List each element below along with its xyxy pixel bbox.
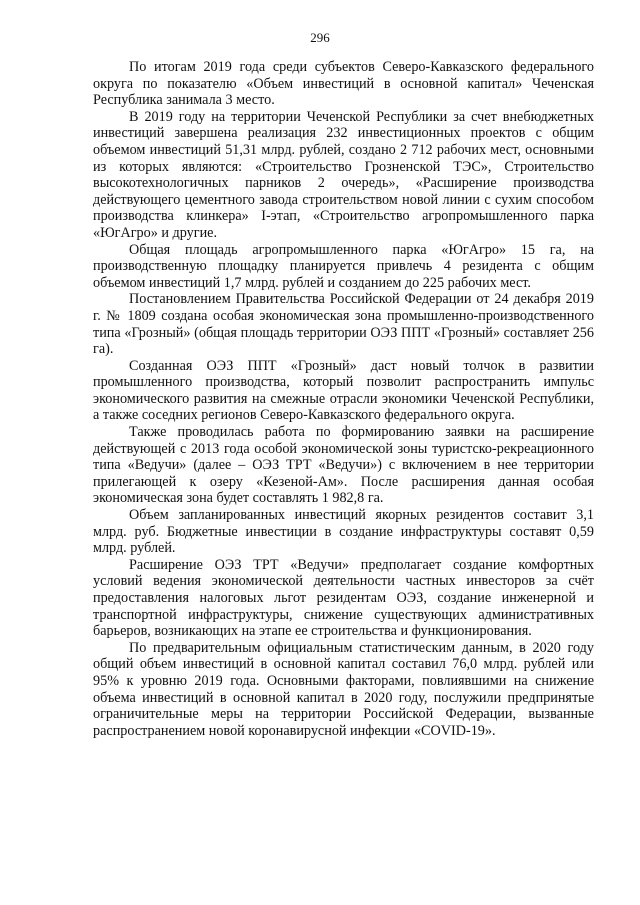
paragraph-veduchi-benefits: Расширение ОЭЗ ТРТ «Ведучи» предполагает создание комфортных условий ведения экономической деятельности частных инвесторов за счёт предоставления налоговых льгот резидентам ОЭЗ, создание инженерной и транспортной инфраструктуры, снижение существующих административных барьеров, возникающих на этапе ее строительства и функционирования.: [93, 556, 594, 640]
paragraph-veduchi-expansion: Также проводилась работа по формированию заявки на расширение действующей с 2013 года особой экономической зоны туристско-рекреационного типа «Ведучи» (далее – ОЭЗ ТРТ «Ведучи») с включением в нее территории прилегающей к озеру «Кезеной-Ам». После расширения данная особая экономическая зона будет составлять 1 982,8 га.: [93, 424, 594, 507]
document-body: [93, 59, 594, 739]
paragraph-2020-statistics: По предварительным официальным статистическим данным, в 2020 году общий объем инвестиций в основной капитал составил 76,0 млрд. рублей или 95% к уровню 2019 года. Основными факторами, повлиявшими на снижение объема инвестиций в основной капитал в 2020 году, послужили предпринятые ограничительные меры на территории Российской Федерации, вызванные распространением новой коронавирусной инфекции «COVID-19».: [93, 639, 594, 739]
paragraph-yugagro-park: Общая площадь агропромышленного парка «ЮгАгро» 15 га, на производственную площадку планируется привлечь 4 резидента с общим объемом инвестиций 1,7 млрд. рублей и созданием до 225 рабочих мест.: [93, 241, 594, 291]
page-number: 296: [310, 30, 330, 45]
paragraph-sez-grozny-decree: Постановлением Правительства Российской Федерации от 24 декабря 2019 г. № 1809 создана особая экономическая зона промышленно-производственного типа «Грозный» (общая площадь территории ОЭЗ ППТ «Грозный» составляет 256 га).: [93, 291, 594, 358]
paragraph-investment-projects: В 2019 году на территории Чеченской Республики за счет внебюджетных инвестиций завершена реализация 232 инвестиционных проектов с общим объемом инвестиций 51,31 млрд. рублей, создано 2 712 рабочих мест, основными из которых являются: «Строительство Грозненской ТЭС», Строительство высокотехнологичных парников 2 очередь», «Расширение производства действующего цементного завода строительством новой линии с сухим способом производства клинкера» I-этап, «Строительство агропромышленного парка «ЮгАгро» и другие.: [93, 108, 594, 241]
paragraph-ranking: По итогам 2019 года среди субъектов Северо-Кавказского федерального округа по показателю «Объем инвестиций в основной капитал» Чеченская Республика занимала 3 место.: [93, 59, 594, 109]
paragraph-anchor-residents: Объем запланированных инвестиций якорных резидентов составит 3,1 млрд. руб. Бюджетные инвестиции в создание инфраструктуры составят 0,59 млрд. рублей.: [93, 507, 594, 557]
paragraph-sez-grozny-impact: Созданная ОЭЗ ППТ «Грозный» даст новый толчок в развитии промышленного производства, который позволит распространить импульс экономического развития на смежные отрасли экономики Чеченской Республики, а также соседних регионов Северо-Кавказского федерального округа.: [93, 357, 594, 424]
